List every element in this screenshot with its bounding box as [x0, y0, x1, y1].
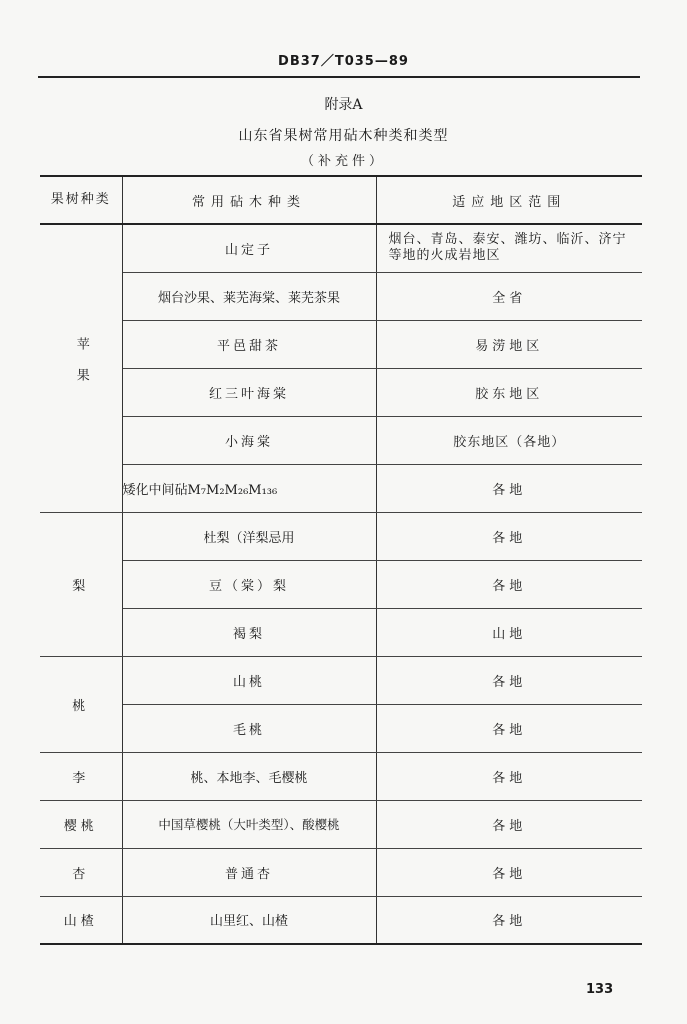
fruit-cell-apple: 苹果 — [40, 224, 122, 512]
rootstock-cell: 桃、本地李、毛樱桃 — [122, 752, 376, 800]
table-row — [40, 416, 642, 464]
fruit-cell-pear: 梨 — [40, 512, 122, 656]
region-cell: 各地 — [376, 704, 642, 752]
region-cell: 各地 — [376, 464, 642, 512]
table-row — [40, 800, 642, 848]
rootstock-cell: 中国草樱桃（大叶类型）、酸樱桃 — [122, 800, 376, 848]
table-row — [40, 752, 642, 800]
rootstock-table — [40, 175, 642, 945]
page-number: 133 — [586, 982, 614, 997]
region-cell: 各地 — [376, 848, 642, 896]
fruit-cell-plum: 李 — [40, 752, 122, 800]
column-header-fruit: 果树种类 — [40, 176, 122, 224]
rootstock-cell: 矮化中间砧M₇M₂M₂₆M₁₃₆ — [122, 464, 376, 512]
table-row — [40, 656, 642, 704]
table-row — [40, 560, 642, 608]
region-cell: 各地 — [376, 752, 642, 800]
rootstock-cell: 平邑甜茶 — [122, 320, 376, 368]
rootstock-table-wrapper — [40, 175, 642, 945]
table-row — [40, 224, 642, 272]
header-rule — [38, 76, 640, 78]
region-cell: 各地 — [376, 512, 642, 560]
column-header-rootstock: 常用砧木种类 — [122, 176, 376, 224]
region-cell: 全省 — [376, 272, 642, 320]
table-row — [40, 704, 642, 752]
rootstock-cell: 山里红、山楂 — [122, 896, 376, 944]
standard-code: DB37／T035—89 — [278, 54, 409, 69]
fruit-cell-hawthorn: 山楂 — [40, 896, 122, 944]
rootstock-cell: 毛桃 — [122, 704, 376, 752]
table-row — [40, 320, 642, 368]
region-cell: 各地 — [376, 656, 642, 704]
rootstock-cell: 褐梨 — [122, 608, 376, 656]
rootstock-cell: 普通杏 — [122, 848, 376, 896]
region-cell: 胶东地区 — [376, 368, 642, 416]
document-title: 山东省果树常用砧木种类和类型 — [238, 128, 449, 144]
fruit-cell-apricot: 杏 — [40, 848, 122, 896]
table-row — [40, 272, 642, 320]
rootstock-cell: 山桃 — [122, 656, 376, 704]
appendix-title: 附录A — [324, 97, 363, 113]
table-row — [40, 848, 642, 896]
rootstock-cell: 红三叶海棠 — [122, 368, 376, 416]
region-cell: 各地 — [376, 800, 642, 848]
rootstock-cell: 山定子 — [122, 224, 376, 272]
fruit-cell-peach: 桃 — [40, 656, 122, 752]
rootstock-cell: 豆（棠）梨 — [122, 560, 376, 608]
table-row — [40, 368, 642, 416]
table-header-row — [40, 176, 642, 224]
region-cell: 山地 — [376, 608, 642, 656]
region-cell: 易涝地区 — [376, 320, 642, 368]
rootstock-cell: 烟台沙果、莱芜海棠、莱芜茶果 — [122, 272, 376, 320]
table-row — [40, 896, 642, 944]
region-cell: 各地 — [376, 896, 642, 944]
fruit-cell-cherry: 樱桃 — [40, 800, 122, 848]
table-row — [40, 464, 642, 512]
rootstock-cell: 杜梨（洋梨忌用 — [122, 512, 376, 560]
region-cell: 各地 — [376, 560, 642, 608]
table-row — [40, 608, 642, 656]
table-row — [40, 512, 642, 560]
document-subtitle: （补充件） — [300, 154, 386, 169]
column-header-region: 适应地区范围 — [376, 176, 642, 224]
region-cell: 烟台、青岛、泰安、潍坊、临沂、济宁等地的火成岩地区 — [376, 224, 642, 272]
region-cell: 胶东地区（各地） — [376, 416, 642, 464]
rootstock-cell: 小海棠 — [122, 416, 376, 464]
